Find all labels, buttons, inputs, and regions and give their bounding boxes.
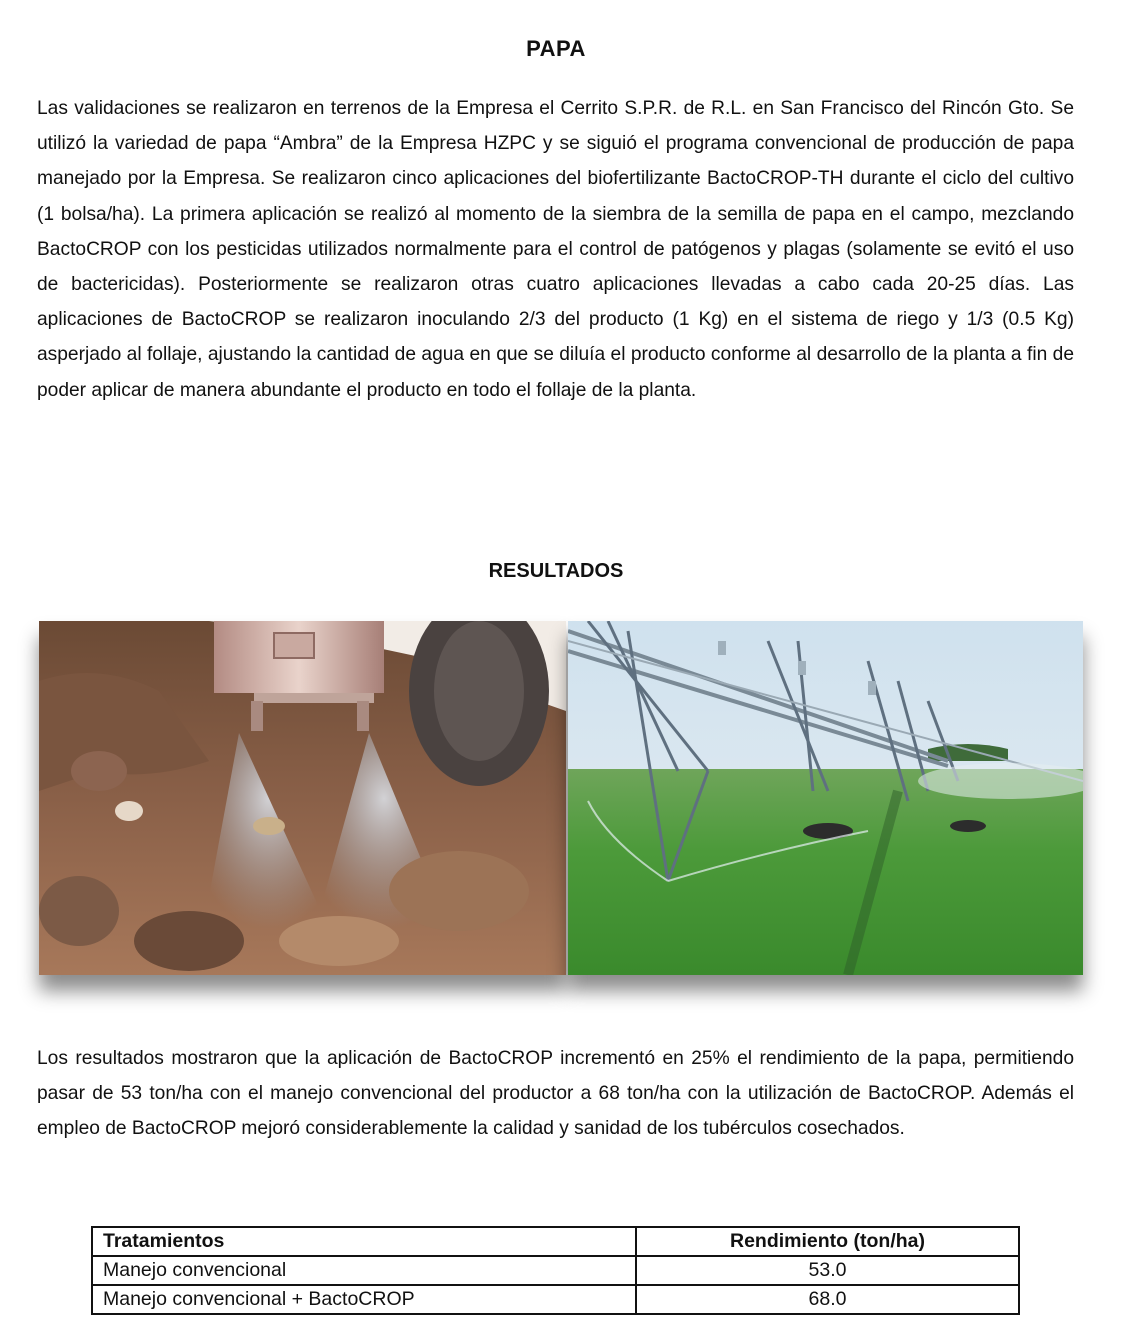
intro-paragraph: Las validaciones se realizaron en terrenos de la Empresa el Cerrito S.P.R. de R.L. en San Francisco del Rincón Gto. Se utilizó la variedad de papa “Ambra” de la Empresa HZPC y se siguió el programa convencional de producción de papa manejado por la Empresa. Se realizaron cinco aplicaciones del biofertilizante BactoCROP-TH durante el ciclo del cultivo (1 bolsa/ha). La primera aplicación se realizó al momento de la siembra de la semilla de papa en el campo, mezclando BactoCROP con los pesticidas utilizados normalmente para el control de patógenos y plagas (solamente se evitó el uso de bactericidas). Posteriormente se realizaron otras cuatro aplicaciones llevadas a cabo cada 20-25 días. Las aplicaciones de BactoCROP se realizaron inoculando 2/3 del producto (1 Kg) en el sistema de riego y 1/3 (0.5 Kg) asperjado al follaje, ajustando la cantidad de agua en que se diluía el producto conforme al desarrollo de la planta a fin de poder aplicar de manera abundante el producto en todo el follaje de la planta. [37,98,1074,401]
results-heading: RESULTADOS [488,560,624,582]
center-pivot-irrigation-photo [568,621,1083,975]
header-yield: Rendimiento (ton/ha) [636,1227,1019,1256]
header-treatments: Tratamientos [92,1227,636,1256]
soil-spray-photo [39,621,566,975]
table-row [92,1285,1019,1314]
treatment-cell: Manejo convencional + BactoCROP [92,1285,636,1314]
yield-cell: 53.0 [636,1256,1019,1285]
yield-table [91,1226,1020,1315]
table-row [92,1256,1019,1285]
yield-cell: 68.0 [636,1285,1019,1314]
table-header-row [92,1227,1019,1256]
treatment-cell: Manejo convencional [92,1256,636,1285]
results-paragraph: Los resultados mostraron que la aplicación de BactoCROP incrementó en 25% el rendimiento de la papa, permitiendo pasar de 53 ton/ha con el manejo convencional del productor a 68 ton/ha con la utilización de BactoCROP. Además el empleo de BactoCROP mejoró considerablemente la calidad y sanidad de los tubérculos cosechados. [37,1048,1074,1140]
page-title: PAPA [526,36,586,61]
